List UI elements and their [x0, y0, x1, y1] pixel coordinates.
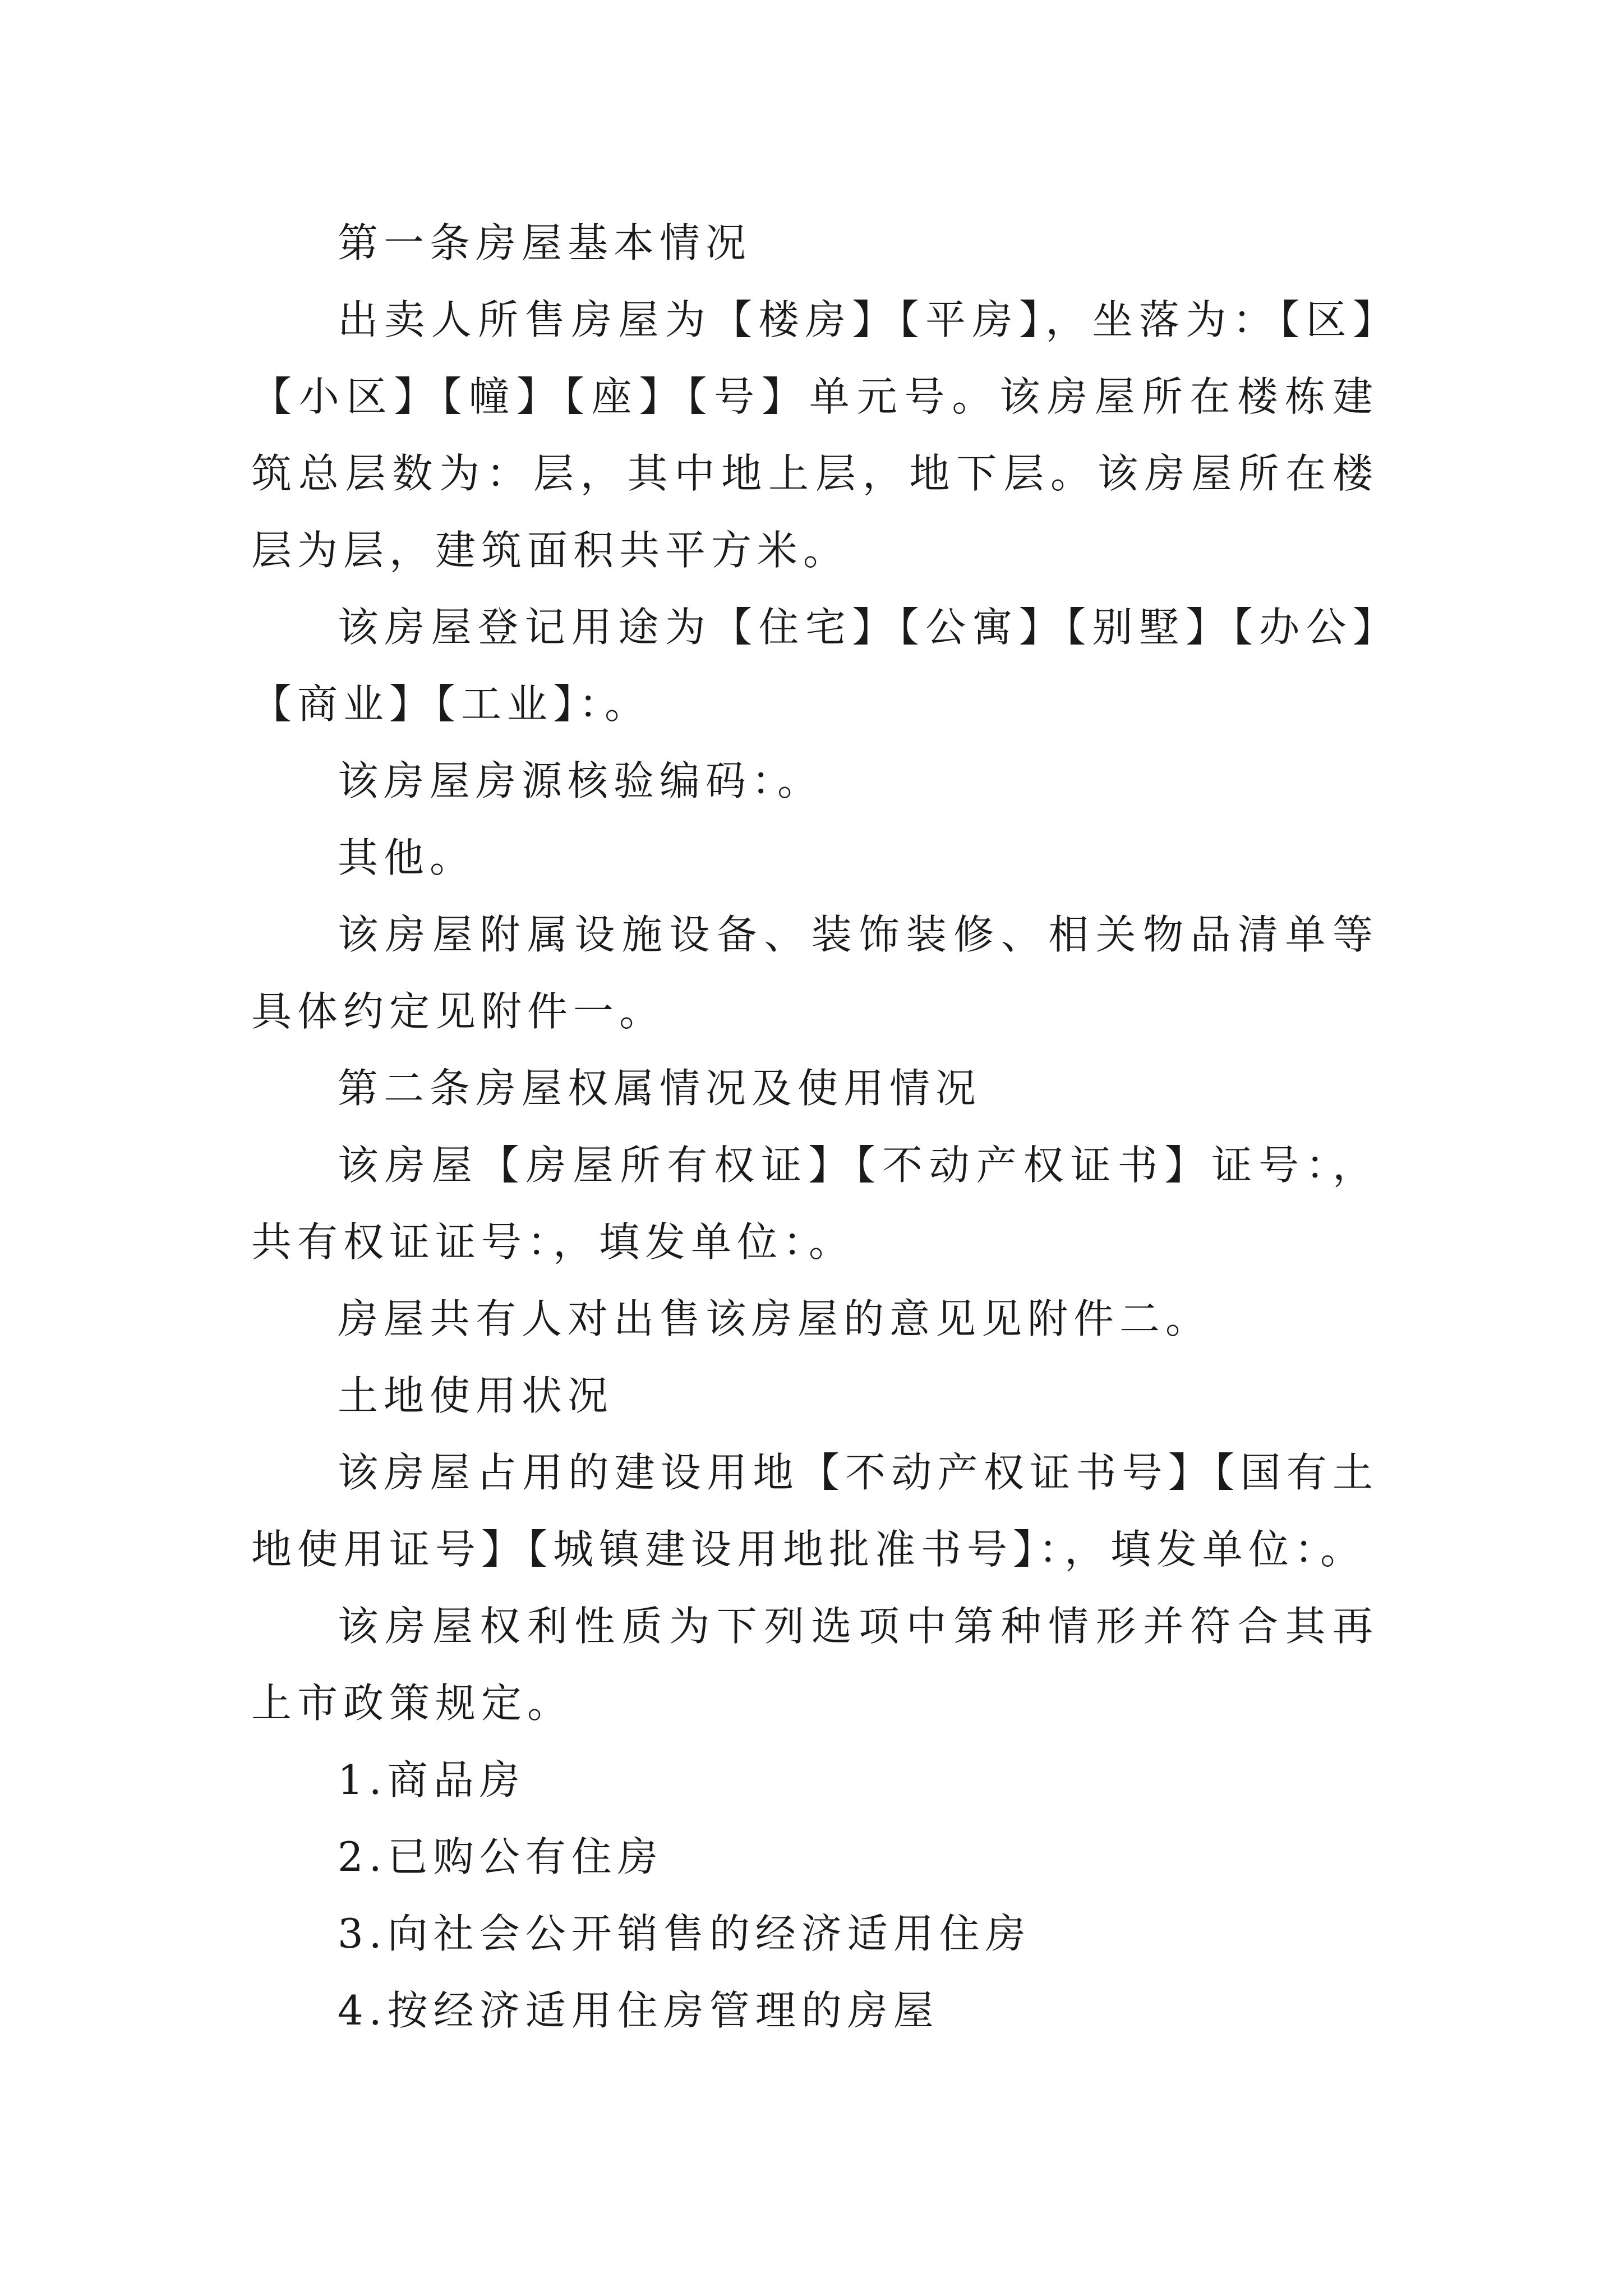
- paragraph-land-certificate: 该房屋占用的建设用地【不动产权证书号】【国有土地使用证号】【城镇建设用地批准书号】：，填发单位：。: [251, 1449, 1378, 1573]
- list-item-2: 2.已购公有住房: [338, 1833, 663, 1880]
- paragraph-co-owner-opinion: 房屋共有人对出售该房屋的意见见附件二。: [338, 1295, 1212, 1342]
- paragraph-attachment-one: 该房屋附属设施设备、装饰装修、相关物品清单等具体约定见附件一。: [251, 911, 1378, 1035]
- list-item-4: 4.按经济适用住房管理的房屋: [338, 1987, 939, 2034]
- document-page: [251, 205, 1378, 2049]
- section-heading-land-use: 土地使用状况: [338, 1372, 614, 1419]
- paragraph-house-location: 出卖人所售房屋为【楼房】【平房】，坐落为：【区】【小区】【幢】【座】【号】单元号。该房屋所在楼栋建筑总层数为：层，其中地上层，地下层。该房屋所在楼层为层，建筑面积共平方米。: [251, 296, 1378, 574]
- paragraph-registered-use: 该房屋登记用途为【住宅】【公寓】【别墅】【办公】【商业】【工业】：。: [251, 604, 1378, 728]
- section-heading-article-2: 第二条房屋权属情况及使用情况: [338, 1065, 982, 1112]
- paragraph-other: 其他。: [338, 834, 476, 881]
- paragraph-verification-code: 该房屋房源核验编码：。: [338, 757, 824, 804]
- paragraph-right-nature: 该房屋权利性质为下列选项中第种情形并符合其再上市政策规定。: [251, 1603, 1378, 1727]
- paragraph-ownership-certificate: 该房屋【房屋所有权证】【不动产权证书】证号：，共有权证证号：，填发单位：。: [251, 1142, 1378, 1266]
- list-item-3: 3.向社会公开销售的经济适用住房: [338, 1910, 1031, 1957]
- section-heading-article-1: 第一条房屋基本情况: [338, 219, 752, 266]
- list-item-1: 1.商品房: [338, 1756, 525, 1803]
